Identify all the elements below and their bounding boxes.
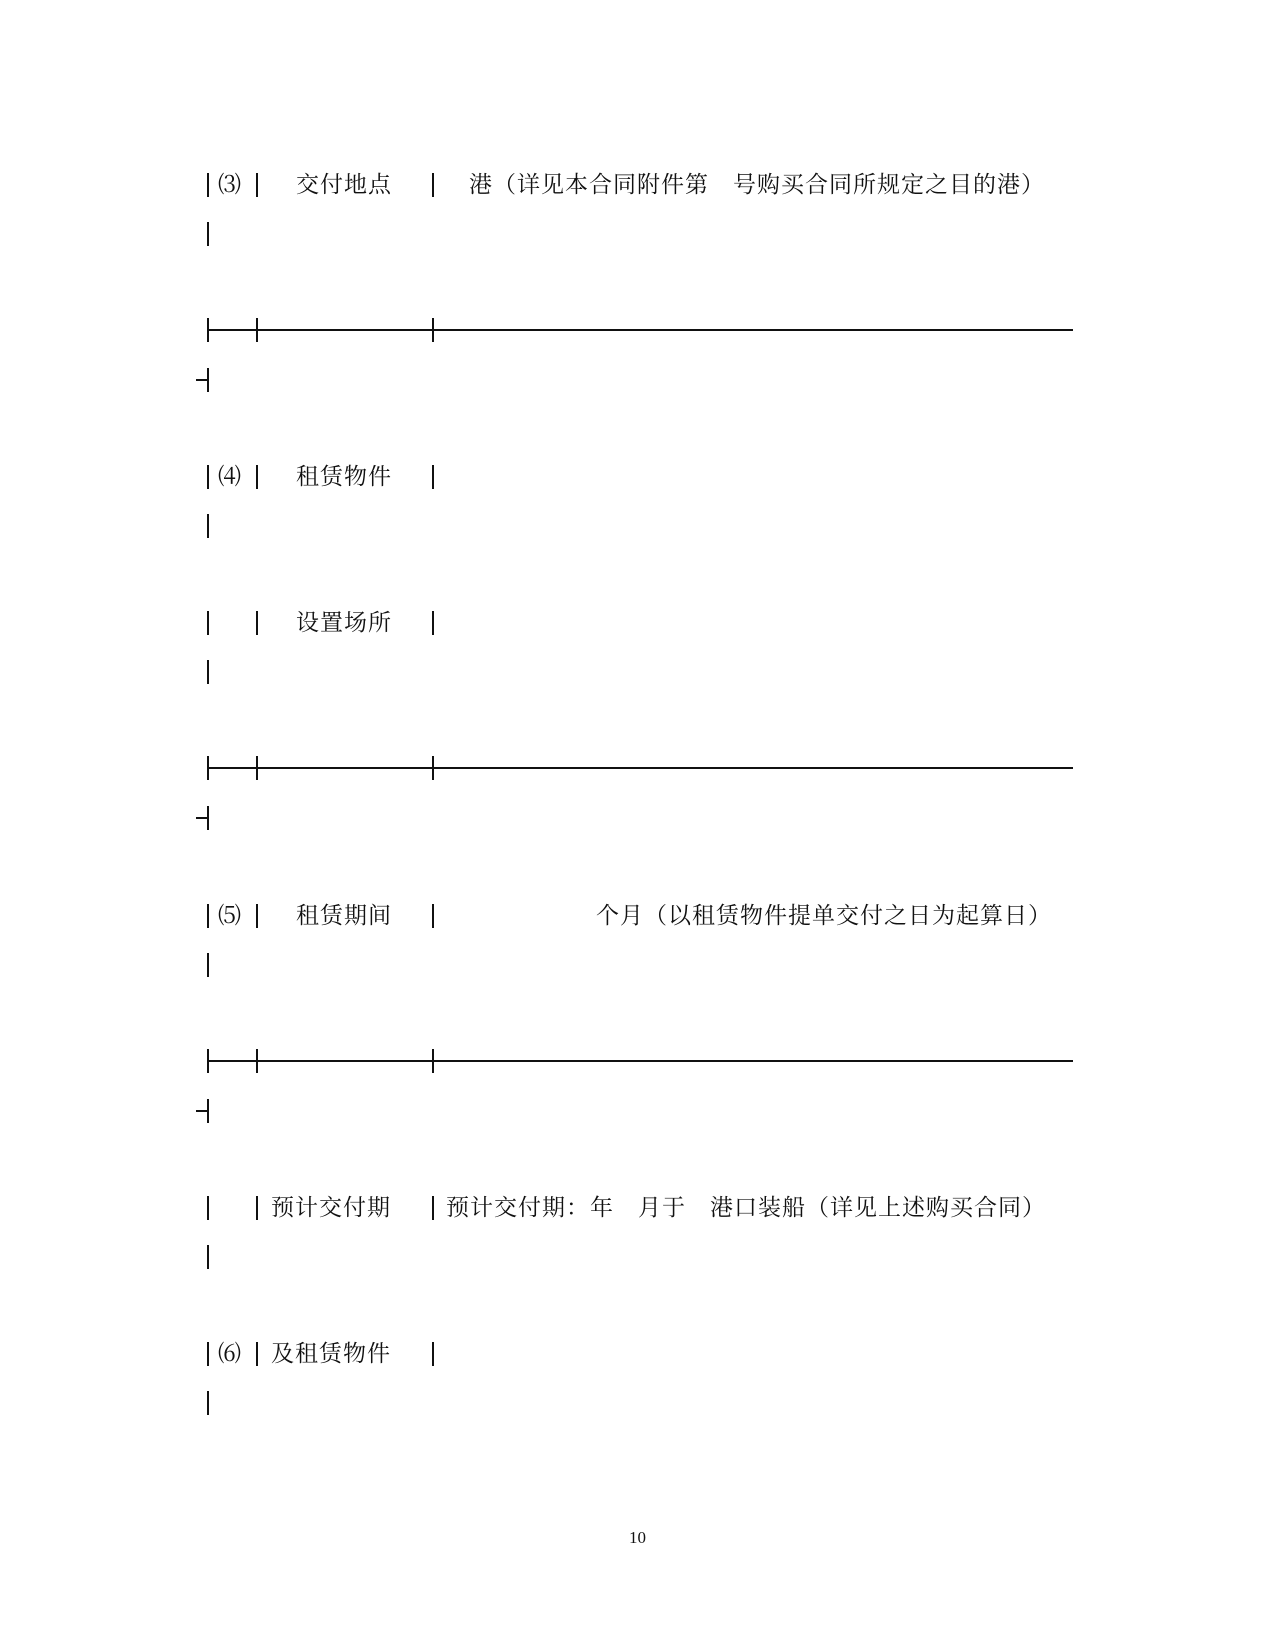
table-border [207,1196,209,1220]
table-border [432,1342,434,1366]
row-installation-site [0,606,1275,646]
row-separator [207,756,1073,780]
table-border [432,465,434,489]
table-border [207,173,209,197]
table-border [207,660,209,684]
table-border [256,904,258,928]
row-label: 及租赁物件 [271,1341,391,1367]
separator-junction [207,756,209,780]
row-label: 租赁物件 [296,464,392,490]
separator-junction [256,318,258,342]
table-border [207,611,209,635]
separator-junction [207,1049,209,1073]
table-border [256,465,258,489]
row-value: 个月（以租赁物件提单交付之日为起算日） [596,903,1052,929]
row-separator [207,1049,1073,1073]
table-border [256,1196,258,1220]
separator-end [196,806,210,830]
row-label: 交付地点 [296,172,392,198]
page-number: 10 [629,1528,646,1547]
table-border [207,1391,209,1415]
row-and-leased-item [0,1337,1275,1377]
separator-line [207,767,1073,769]
separator-end-junction [207,1099,209,1123]
row-value: 预计交付期：年 月于 港口装船（详见上述购买合同） [446,1195,1046,1221]
separator-junction [256,1049,258,1073]
row-lease-period [0,899,1275,939]
table-border [432,173,434,197]
table-border [256,1342,258,1366]
row-number: ⑶ [218,172,242,198]
row-label: 租赁期间 [296,903,392,929]
table-border [432,904,434,928]
separator-line [207,1060,1073,1062]
separator-junction [432,1049,434,1073]
separator-end-junction [207,806,209,830]
table-border [207,514,209,538]
row-leased-item [0,460,1275,500]
separator-end-junction [207,368,209,392]
table-border [207,904,209,928]
table-border [432,1196,434,1220]
table-border [207,953,209,977]
table-border [207,1342,209,1366]
row-number: ⑹ [218,1341,242,1367]
separator-end [196,368,210,392]
separator-end [196,1099,210,1123]
row-expected-delivery [0,1191,1275,1231]
separator-junction [432,756,434,780]
row-value: 港（详见本合同附件第 号购买合同所规定之目的港） [469,172,1045,198]
row-label: 预计交付期 [271,1195,391,1221]
table-border [207,222,209,246]
separator-junction [256,756,258,780]
table-border [207,1245,209,1269]
row-delivery-place [0,168,1275,208]
row-separator [207,318,1073,342]
table-border [256,611,258,635]
separator-line [207,329,1073,331]
row-label: 设置场所 [296,610,392,636]
table-border [256,173,258,197]
row-number: ⑸ [218,903,242,929]
separator-junction [207,318,209,342]
row-number: ⑷ [218,464,242,490]
table-border [432,611,434,635]
separator-junction [432,318,434,342]
table-border [207,465,209,489]
